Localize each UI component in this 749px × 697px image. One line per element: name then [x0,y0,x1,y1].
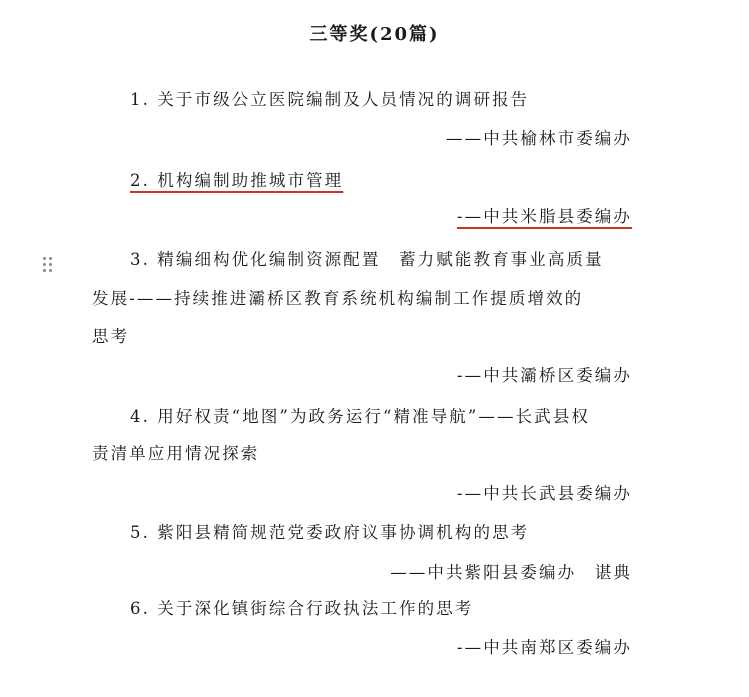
item-2-source [92,206,632,228]
item-5-title: 5. 紫阳县精简规范党委政府议事协调机构的思考 [130,523,530,542]
item-1-title: 1. 关于市级公立医院编制及人员情况的调研报告 [130,90,530,109]
item-6-title: 6. 关于深化镇街综合行政执法工作的思考 [130,599,474,618]
item-2-title [130,170,632,192]
item-3-title-line-3: 思考 [92,327,130,346]
item-3-title-line-2: 发展-——持续推进灞桥区教育系统机构编制工作提质增效的 [92,289,584,308]
item-4-title-line-2: 责清单应用情况探索 [92,444,260,463]
item-3-title-line-1: 3. 精编细构优化编制资源配置 蓄力赋能教育事业高质量 [130,250,604,269]
section-title: 三等奖(20篇) [309,24,440,45]
item-4-title-line-1: 4. 用好权责“地图”为政务运行“精准导航”——长武县权 [130,407,591,426]
item-4-source: -—中共长武县委编办 [456,484,632,503]
item-6-source: -—中共南郑区委编办 [456,638,632,657]
item-3-source: -—中共灞桥区委编办 [456,366,632,385]
item-1-source: ——中共榆林市委编办 [446,129,632,148]
drag-handle-icon[interactable] [43,257,53,273]
item-2-title-text: 2. 机构编制助推城市管理 [130,171,344,190]
item-5-source: ——中共紫阳县委编办 谌典 [390,563,632,582]
item-2-source-text: -—中共米脂县委编办 [456,207,632,226]
